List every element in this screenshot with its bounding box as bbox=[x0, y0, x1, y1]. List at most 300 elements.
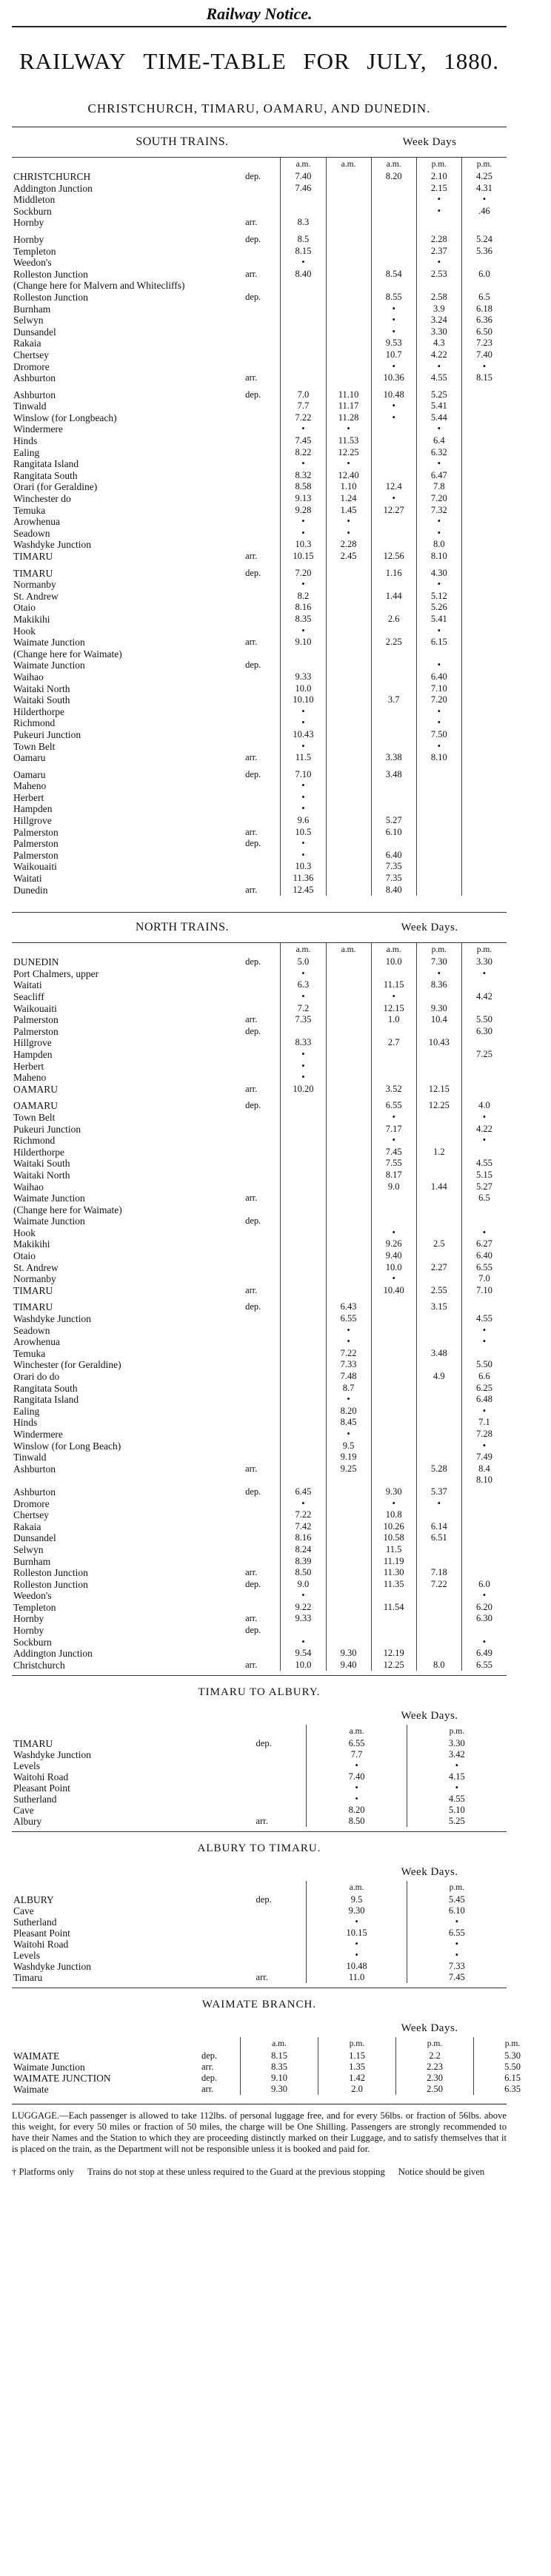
station-name: Sockburn bbox=[13, 1636, 52, 1648]
time-cell bbox=[371, 1095, 416, 1100]
time-cell bbox=[416, 1072, 461, 1084]
time-cell: 11.35 bbox=[371, 1579, 416, 1591]
table-row bbox=[12, 1273, 507, 1285]
time-cell: 10.0 bbox=[371, 1262, 416, 1274]
arr-dep-marker: dep. bbox=[245, 1215, 261, 1227]
table-row bbox=[12, 637, 507, 648]
time-cell bbox=[326, 968, 371, 980]
time-cell: • bbox=[371, 303, 416, 315]
time-cell bbox=[416, 1296, 461, 1301]
time-cell: 7.8 bbox=[416, 481, 461, 493]
station-name: Makikihi bbox=[13, 613, 50, 625]
time-cell: 3.42 bbox=[407, 1749, 507, 1760]
table-row bbox=[12, 1061, 507, 1073]
timaru-albury-title: TIMARU TO ALBURY. bbox=[12, 1675, 507, 1707]
time-cell bbox=[326, 269, 371, 281]
time-cell: 8.10 bbox=[461, 1475, 507, 1486]
time-cell: 4.31 bbox=[461, 183, 507, 195]
time-cell bbox=[416, 1625, 461, 1637]
arr-dep-marker bbox=[255, 1794, 307, 1805]
time-cell: 1.42 bbox=[318, 2073, 396, 2084]
time-cell: 5.27 bbox=[371, 815, 416, 827]
arr-dep-marker: arr. bbox=[245, 268, 258, 279]
station-name: Burnham bbox=[13, 303, 51, 315]
arr-dep-marker bbox=[244, 1003, 281, 1015]
arr-dep-marker bbox=[244, 625, 281, 637]
time-cell: • bbox=[326, 528, 371, 540]
time-cell: 7.40 bbox=[461, 349, 507, 361]
time-cell: • bbox=[307, 1760, 407, 1771]
station-name: (Change here for Waimate) bbox=[13, 1204, 122, 1215]
time-cell: 2.45 bbox=[326, 551, 371, 563]
time-cell bbox=[326, 183, 371, 195]
time-cell bbox=[326, 280, 371, 292]
time-cell: • bbox=[281, 528, 326, 540]
arr-dep-marker bbox=[244, 1296, 281, 1301]
table-row bbox=[12, 1170, 507, 1181]
station-name: Hornby bbox=[13, 1613, 44, 1625]
route-subtitle: CHRISTCHURCH, TIMARU, OAMARU, AND DUNEDIN. bbox=[87, 101, 431, 115]
time-cell: • bbox=[461, 1406, 507, 1418]
table-row bbox=[12, 1738, 507, 1749]
table-row bbox=[12, 280, 507, 292]
time-cell bbox=[461, 694, 507, 706]
table-row bbox=[12, 1961, 507, 1972]
station-name: Dunedin bbox=[13, 884, 48, 896]
time-cell: 6.4 bbox=[416, 435, 461, 447]
time-cell: 11.19 bbox=[371, 1556, 416, 1568]
time-cell bbox=[371, 717, 416, 729]
time-cell: • bbox=[326, 1325, 371, 1337]
time-cell bbox=[326, 292, 371, 303]
station-name: Waimate bbox=[13, 2084, 49, 2096]
arr-dep-marker bbox=[244, 815, 281, 827]
time-period-header: p.m. bbox=[407, 1881, 507, 1894]
arr-dep-marker bbox=[255, 1749, 307, 1760]
time-cell: 6.30 bbox=[461, 1026, 507, 1038]
time-cell: 9.33 bbox=[281, 671, 326, 683]
time-cell bbox=[371, 206, 416, 218]
time-cell: 1.45 bbox=[326, 505, 371, 517]
station-name: Middleton bbox=[13, 194, 56, 206]
blank-cell bbox=[255, 1881, 307, 1894]
time-cell: 12.45 bbox=[281, 885, 326, 896]
station-name: Hilderthorpe bbox=[13, 1146, 64, 1158]
station-name: Rolleston Junction bbox=[13, 268, 88, 280]
arr-dep-marker bbox=[255, 1961, 307, 1972]
time-cell: 2.28 bbox=[416, 234, 461, 246]
arr-dep-marker: dep. bbox=[245, 1025, 261, 1036]
table-row bbox=[12, 1147, 507, 1158]
time-cell: • bbox=[461, 1135, 507, 1147]
time-cell: 10.48 bbox=[307, 1961, 407, 1972]
south-trains-table bbox=[12, 158, 507, 896]
arr-dep-marker bbox=[244, 1348, 281, 1360]
time-cell bbox=[461, 803, 507, 815]
arr-dep-marker: dep. bbox=[245, 1578, 261, 1589]
table-row bbox=[12, 1250, 507, 1262]
time-cell: 8.0 bbox=[416, 539, 461, 551]
time-cell bbox=[416, 1417, 461, 1429]
station-name: WAIMATE bbox=[13, 2050, 60, 2062]
time-cell bbox=[461, 637, 507, 648]
time-cell: 7.32 bbox=[416, 505, 461, 517]
table-row bbox=[12, 338, 507, 349]
arr-dep-marker bbox=[244, 458, 281, 470]
arr-dep-marker bbox=[244, 648, 281, 660]
time-cell: 7.28 bbox=[461, 1429, 507, 1440]
time-cell bbox=[326, 338, 371, 349]
arr-dep-marker: dep. bbox=[245, 838, 261, 849]
station-name: Waihao bbox=[13, 1181, 44, 1193]
time-cell: • bbox=[416, 717, 461, 729]
time-cell bbox=[326, 625, 371, 637]
time-cell bbox=[416, 1602, 461, 1614]
station-name: Pleasant Point bbox=[13, 1928, 70, 1939]
time-cell bbox=[416, 792, 461, 804]
table-row bbox=[12, 1894, 507, 1905]
time-cell: 2.25 bbox=[371, 637, 416, 648]
time-cell: • bbox=[407, 1760, 507, 1771]
footnote-notice: Notice should be given bbox=[398, 2167, 485, 2178]
table-row bbox=[12, 769, 507, 781]
station-name: Ealing bbox=[13, 446, 40, 458]
time-cell: 6.27 bbox=[461, 1238, 507, 1250]
time-cell bbox=[371, 257, 416, 269]
time-cell: • bbox=[416, 968, 461, 980]
time-cell: • bbox=[371, 1273, 416, 1285]
arr-dep-marker bbox=[244, 1072, 281, 1084]
time-cell bbox=[371, 1637, 416, 1648]
albury-timaru-table bbox=[12, 1881, 507, 1983]
time-cell bbox=[416, 1026, 461, 1038]
arr-dep-marker bbox=[244, 1250, 281, 1262]
time-cell: 8.20 bbox=[371, 171, 416, 183]
time-cell bbox=[416, 1061, 461, 1073]
table-row bbox=[12, 1383, 507, 1395]
time-cell: 5.25 bbox=[416, 389, 461, 401]
station-name: Waitaki South bbox=[13, 1158, 70, 1170]
station-name: Tinwald bbox=[13, 400, 47, 412]
table-row bbox=[12, 1660, 507, 1671]
table-row bbox=[12, 1916, 507, 1928]
time-cell: 6.55 bbox=[461, 1660, 507, 1671]
arr-dep-marker: arr. bbox=[245, 752, 258, 763]
time-cell: 6.40 bbox=[461, 1250, 507, 1262]
station-name: TIMARU bbox=[13, 551, 53, 562]
station-name: Waitaki North bbox=[13, 1169, 70, 1181]
time-cell bbox=[326, 1072, 371, 1084]
time-cell bbox=[461, 729, 507, 741]
time-cell: 9.30 bbox=[241, 2084, 318, 2095]
table-row bbox=[12, 1475, 507, 1486]
time-cell: 2.2 bbox=[396, 2050, 474, 2062]
arr-dep-marker bbox=[244, 435, 281, 447]
time-cell bbox=[461, 528, 507, 540]
time-cell: 6.48 bbox=[461, 1394, 507, 1406]
table-row bbox=[12, 741, 507, 753]
table-row bbox=[12, 303, 507, 315]
time-cell bbox=[281, 292, 326, 303]
time-cell bbox=[371, 803, 416, 815]
arr-dep-marker bbox=[244, 694, 281, 706]
time-cell bbox=[281, 315, 326, 326]
time-cell: • bbox=[281, 741, 326, 753]
time-cell: • bbox=[281, 850, 326, 862]
table-row bbox=[12, 1348, 507, 1360]
time-cell: 1.0 bbox=[371, 1014, 416, 1026]
time-cell bbox=[461, 384, 507, 389]
time-cell: 7.49 bbox=[461, 1452, 507, 1463]
station-name: Cave bbox=[13, 1805, 34, 1817]
time-cell: 6.5 bbox=[461, 292, 507, 303]
time-cell bbox=[326, 850, 371, 862]
time-cell: 8.35 bbox=[281, 614, 326, 625]
time-cell: 8.7 bbox=[326, 1383, 371, 1395]
station-name: Templeton bbox=[13, 1601, 56, 1613]
arr-dep-marker bbox=[255, 1805, 307, 1816]
arr-dep-marker bbox=[244, 315, 281, 326]
time-cell bbox=[371, 1313, 416, 1325]
time-cell: • bbox=[326, 1429, 371, 1440]
arr-dep-marker bbox=[244, 493, 281, 505]
time-cell: 5.41 bbox=[416, 400, 461, 412]
time-cell bbox=[326, 1193, 371, 1204]
time-cell bbox=[371, 648, 416, 660]
time-cell bbox=[326, 1296, 371, 1301]
time-cell: 2.58 bbox=[416, 292, 461, 303]
time-cell bbox=[371, 602, 416, 614]
time-cell: • bbox=[416, 706, 461, 718]
time-cell bbox=[281, 326, 326, 338]
time-period-header: a.m. bbox=[371, 943, 416, 956]
time-cell bbox=[416, 217, 461, 229]
time-cell bbox=[326, 229, 371, 234]
time-cell bbox=[281, 349, 326, 361]
time-cell bbox=[326, 1215, 371, 1227]
time-cell bbox=[326, 246, 371, 258]
arr-dep-marker bbox=[255, 1950, 307, 1961]
timaru-albury-table bbox=[12, 1725, 507, 1827]
title-word-railway: RAILWAY bbox=[19, 48, 127, 74]
albury-timaru-section bbox=[12, 1863, 507, 1983]
time-cell: • bbox=[416, 423, 461, 435]
time-cell: 6.36 bbox=[461, 315, 507, 326]
station-name: Weedon's bbox=[13, 257, 52, 269]
time-cell bbox=[326, 1250, 371, 1262]
time-cell: 2.23 bbox=[396, 2062, 474, 2073]
arr-dep-marker: arr. bbox=[245, 372, 258, 383]
station-name: Orari do do bbox=[13, 1371, 60, 1382]
station-name: Arowhenua bbox=[13, 1336, 60, 1348]
time-cell: 8.5 bbox=[281, 234, 326, 246]
arr-dep-marker: dep. bbox=[245, 171, 261, 181]
station-name: Ashburton bbox=[13, 389, 56, 400]
time-cell bbox=[281, 280, 326, 292]
time-cell bbox=[416, 1158, 461, 1170]
time-cell: 12.15 bbox=[416, 1084, 461, 1096]
time-cell: 7.22 bbox=[416, 1579, 461, 1591]
time-cell bbox=[461, 780, 507, 792]
table-row bbox=[12, 194, 507, 206]
time-cell: 8.39 bbox=[281, 1556, 326, 1568]
time-cell: 11.53 bbox=[326, 435, 371, 447]
time-cell bbox=[416, 1556, 461, 1568]
time-cell: 7.40 bbox=[307, 1771, 407, 1782]
station-name: Levels bbox=[13, 1950, 40, 1962]
station-name: Weedon's bbox=[13, 1590, 52, 1602]
station-name: Addington Junction bbox=[13, 182, 93, 194]
station-name: Hinds bbox=[13, 1417, 38, 1429]
time-cell bbox=[371, 423, 416, 435]
time-cell bbox=[461, 850, 507, 862]
time-cell bbox=[371, 435, 416, 447]
arr-dep-marker: dep. bbox=[245, 567, 261, 578]
station-name: Washdyke Junction bbox=[13, 1313, 92, 1325]
station-name: Richmond bbox=[13, 1135, 56, 1147]
time-cell: • bbox=[281, 1498, 326, 1510]
table-header-row bbox=[12, 943, 507, 956]
station-name: St. Andrew bbox=[13, 590, 59, 602]
time-cell bbox=[461, 827, 507, 839]
arr-dep-marker: dep. bbox=[245, 1301, 261, 1312]
time-cell: 6.40 bbox=[416, 671, 461, 683]
time-cell bbox=[326, 1509, 371, 1521]
station-name: Rangitata South bbox=[13, 1382, 78, 1394]
station-name: Rolleston Junction bbox=[13, 1578, 88, 1590]
arr-dep-marker: dep. bbox=[256, 1738, 272, 1749]
station-name: Oamaru bbox=[13, 768, 46, 780]
arr-dep-marker: arr. bbox=[245, 1567, 258, 1578]
time-cell bbox=[461, 423, 507, 435]
station-name: Washdyke Junction bbox=[13, 539, 92, 551]
time-cell: 7.2 bbox=[281, 1003, 326, 1015]
time-cell: 6.15 bbox=[416, 637, 461, 648]
table-row bbox=[12, 1579, 507, 1591]
table-row bbox=[12, 539, 507, 551]
time-cell: 3.48 bbox=[416, 1348, 461, 1360]
arr-dep-marker bbox=[255, 1782, 307, 1794]
time-cell bbox=[371, 625, 416, 637]
table-row bbox=[12, 206, 507, 218]
arr-dep-marker bbox=[244, 447, 281, 459]
table-row bbox=[12, 671, 507, 683]
time-cell bbox=[461, 435, 507, 447]
time-cell: 7.42 bbox=[281, 1521, 326, 1533]
time-cell: • bbox=[281, 257, 326, 269]
arr-dep-marker bbox=[244, 280, 281, 292]
time-cell bbox=[461, 539, 507, 551]
time-cell bbox=[416, 1429, 461, 1440]
table-row bbox=[12, 1463, 507, 1475]
time-cell bbox=[326, 206, 371, 218]
time-cell bbox=[371, 1296, 416, 1301]
station-name bbox=[12, 1095, 244, 1100]
table-row bbox=[12, 1262, 507, 1274]
arr-dep-marker: dep. bbox=[245, 1625, 261, 1636]
arr-dep-marker: arr. bbox=[245, 1613, 258, 1624]
arr-dep-marker bbox=[244, 539, 281, 551]
table-row bbox=[12, 372, 507, 384]
table-row bbox=[12, 660, 507, 671]
arr-dep-marker: dep. bbox=[245, 389, 261, 400]
time-cell bbox=[461, 481, 507, 493]
station-name: (Change here for Waimate) bbox=[13, 648, 122, 660]
time-cell: 9.25 bbox=[326, 1463, 371, 1475]
time-cell: 8.4 bbox=[461, 1463, 507, 1475]
main-title bbox=[12, 27, 507, 75]
time-cell: 1.35 bbox=[318, 2062, 396, 2073]
station-name: Sockburn bbox=[13, 205, 52, 217]
time-cell: 9.28 bbox=[281, 505, 326, 517]
time-cell: 4.55 bbox=[416, 372, 461, 384]
arr-dep-marker bbox=[244, 1135, 281, 1147]
north-trains-title: NORTH TRAINS. bbox=[135, 921, 230, 934]
time-cell: 7.20 bbox=[281, 568, 326, 580]
time-cell bbox=[326, 372, 371, 384]
time-cell bbox=[416, 991, 461, 1003]
time-cell: 8.10 bbox=[416, 752, 461, 764]
table-row bbox=[12, 1417, 507, 1429]
table-row bbox=[12, 229, 507, 234]
time-cell: 6.10 bbox=[407, 1905, 507, 1916]
table-row bbox=[12, 956, 507, 968]
time-cell: 12.40 bbox=[326, 470, 371, 482]
time-cell bbox=[461, 1348, 507, 1360]
arr-dep-marker bbox=[244, 1147, 281, 1158]
time-cell bbox=[416, 1313, 461, 1325]
time-cell: 9.40 bbox=[371, 1250, 416, 1262]
table-row bbox=[12, 1794, 507, 1805]
station-name: Otaio bbox=[13, 602, 36, 614]
time-cell bbox=[371, 1061, 416, 1073]
time-cell bbox=[461, 1486, 507, 1498]
table-row bbox=[12, 591, 507, 603]
time-cell: 7.45 bbox=[371, 1147, 416, 1158]
north-trains-header bbox=[12, 913, 507, 943]
table-row bbox=[12, 234, 507, 246]
arr-dep-marker: arr. bbox=[245, 1193, 258, 1204]
arr-dep-marker bbox=[244, 1095, 281, 1100]
time-cell bbox=[326, 1170, 371, 1181]
station-name: Rangitata Island bbox=[13, 458, 79, 470]
time-cell: 5.50 bbox=[461, 1014, 507, 1026]
time-cell: 3.38 bbox=[371, 752, 416, 764]
time-cell bbox=[371, 729, 416, 741]
station-name: Timaru bbox=[13, 1972, 43, 1984]
time-cell bbox=[281, 1026, 326, 1038]
time-cell bbox=[461, 229, 507, 234]
time-cell: 11.28 bbox=[326, 412, 371, 424]
time-cell: 8.17 bbox=[371, 1170, 416, 1181]
station-name: Oamaru bbox=[13, 752, 46, 764]
time-cell bbox=[371, 792, 416, 804]
table-row bbox=[12, 803, 507, 815]
time-cell bbox=[326, 827, 371, 839]
timaru-albury-section bbox=[12, 1707, 507, 1827]
time-cell bbox=[371, 234, 416, 246]
time-cell bbox=[326, 1521, 371, 1533]
time-cell: 8.32 bbox=[281, 470, 326, 482]
table-row bbox=[12, 1771, 507, 1782]
station-name: Waikouaiti bbox=[13, 1002, 57, 1014]
arr-dep-marker bbox=[244, 1406, 281, 1418]
station-name: Ashburton bbox=[13, 1486, 56, 1497]
time-cell bbox=[416, 769, 461, 781]
waimate-week-label: Week Days. bbox=[401, 2022, 458, 2034]
time-cell: • bbox=[416, 257, 461, 269]
station-name: Normanby bbox=[13, 1273, 56, 1285]
